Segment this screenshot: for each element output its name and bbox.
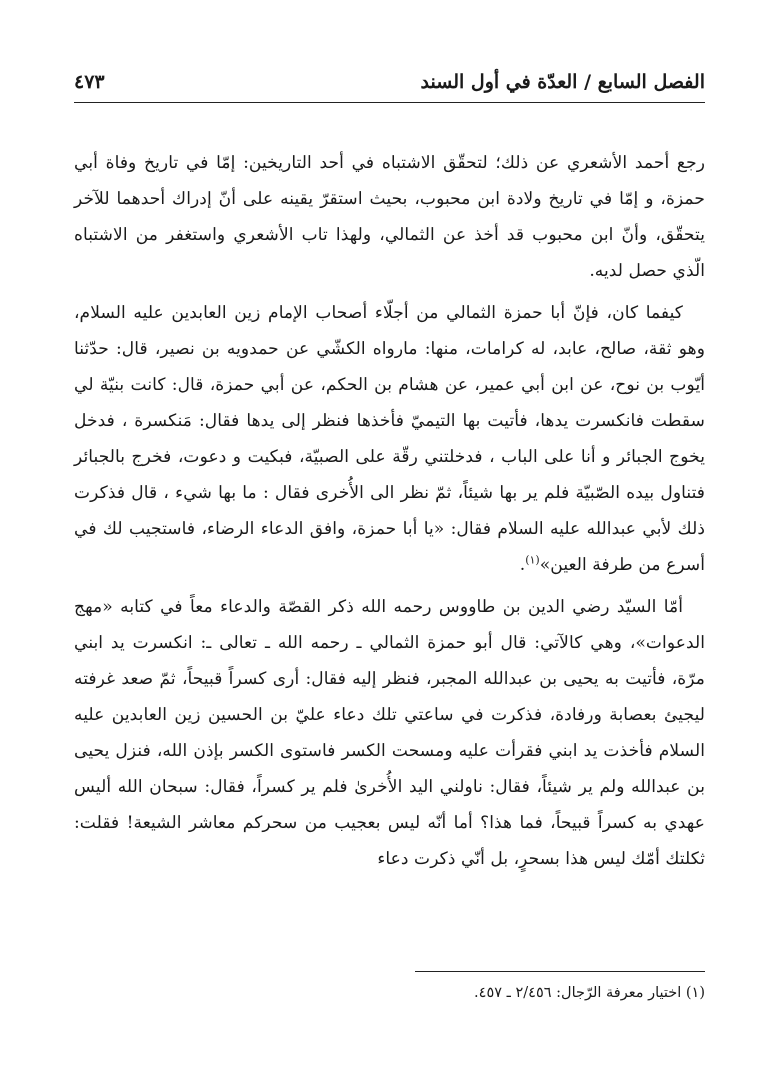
running-title: الفصل السابع / العدّة في أول السند — [420, 71, 705, 93]
running-header — [74, 62, 705, 103]
paragraph-3: أمّا السيّد رضي الدين بن طاووس رحمه الله ذكر القصّة والدعاء معاً في كتابه «مهج الدعوات»، وهي كالآتي: قال أبو حمزة الثمالي ـ رحمه الله ـ تعالى ـ: انكسرت يد ابني مرّة، فأتيت به يحيى بن عبدالله المجبر، فنظر إليه فقال: أرى كسراً قبيحاً، ثمّ صعد غرفته ليجيئ بعصابة ورفادة، فذكرت في ساعتي تلك دعاء عليّ بن الحسين زين العابدين عليه السلام فأخذت يد ابني فقرأت عليه ومسحت الكسر فاستوى الكسر بإذن الله، فنزل يحيى بن عبدالله ولم ير شيئاً، فقال: ناولني اليد الأُخرىٰ فلم ير كسراً، فقال: سبحان الله أليس عهدي به كسراً قبيحاً، فما هذا؟ أما أنّه ليس بعجيب من سحركم معاشر الشيعة! فقلت: ثكلتك أمّك ليس هذا بسحرٍ، بل أنّي ذكرت دعاء — [74, 597, 705, 869]
footnote: (١) اختيار معرفة الرّجال: ٢/٤٥٦ ـ ٤٥٧. — [474, 985, 705, 1001]
footnote-divider — [415, 971, 705, 972]
paragraph-1: رجع أحمد الأشعري عن ذلك؛ لتحقّق الاشتباه في أحد التاريخين: إمّا في تاريخ وفاة أبي حمزة، و إمّا في تاريخ ولادة ابن محبوب، بحيث استقرّ يقينه على أنّ إدراك أحدهما للآخر يتحقّق، وأنّ ابن محبوب قد أخذ عن الثمالي، ولهذا تاب الأشعري واستغفر من الاشتباه الّذي حصل لديه. — [74, 153, 705, 281]
footnote-marker: (١) — [525, 553, 540, 567]
paragraph-2-end: . — [519, 555, 526, 575]
paragraph-2 — [74, 295, 705, 583]
main-text — [74, 145, 705, 883]
paragraph-2-text: كيفما كان، فإنّ أبا حمزة الثمالي من أجلّاء أصحاب الإمام زين العابدين عليه السلام، وهو ثقة، صالح، عابد، له كرامات، منها: مارواه الكشّي عن حمدويه بن نصير، قال: حدّثنا أيّوب بن نوح، عن ابن أبي عمير، عن هشام بن الحكم، عن أبي حمزة، قال: كانت بنيّة لي سقطت فانكسرت يدها، فأتيت بها التيميّ فأخذها فنظر إلى يدها فقال: مَنكسرة ، فدخل يخوج الجبائر و أنا على الباب ، فدخلتني رقّة على الصبيّة، فبكيت و دعوت، فخرج بالجبائر فتناول بيده الصّبيّة فلم ير بها شيئاً، ثمّ نظر الى الأُخرى فقال : ما بها شيء ، قال فذكرت ذلك لأبي عبدالله عليه السلام فقال: «يا أبا حمزة، وافق الدعاء الرضاء، فاستجيب لك في أسرع من طرفة العين» — [74, 303, 705, 575]
page-number: ٤٧٣ — [74, 71, 105, 93]
